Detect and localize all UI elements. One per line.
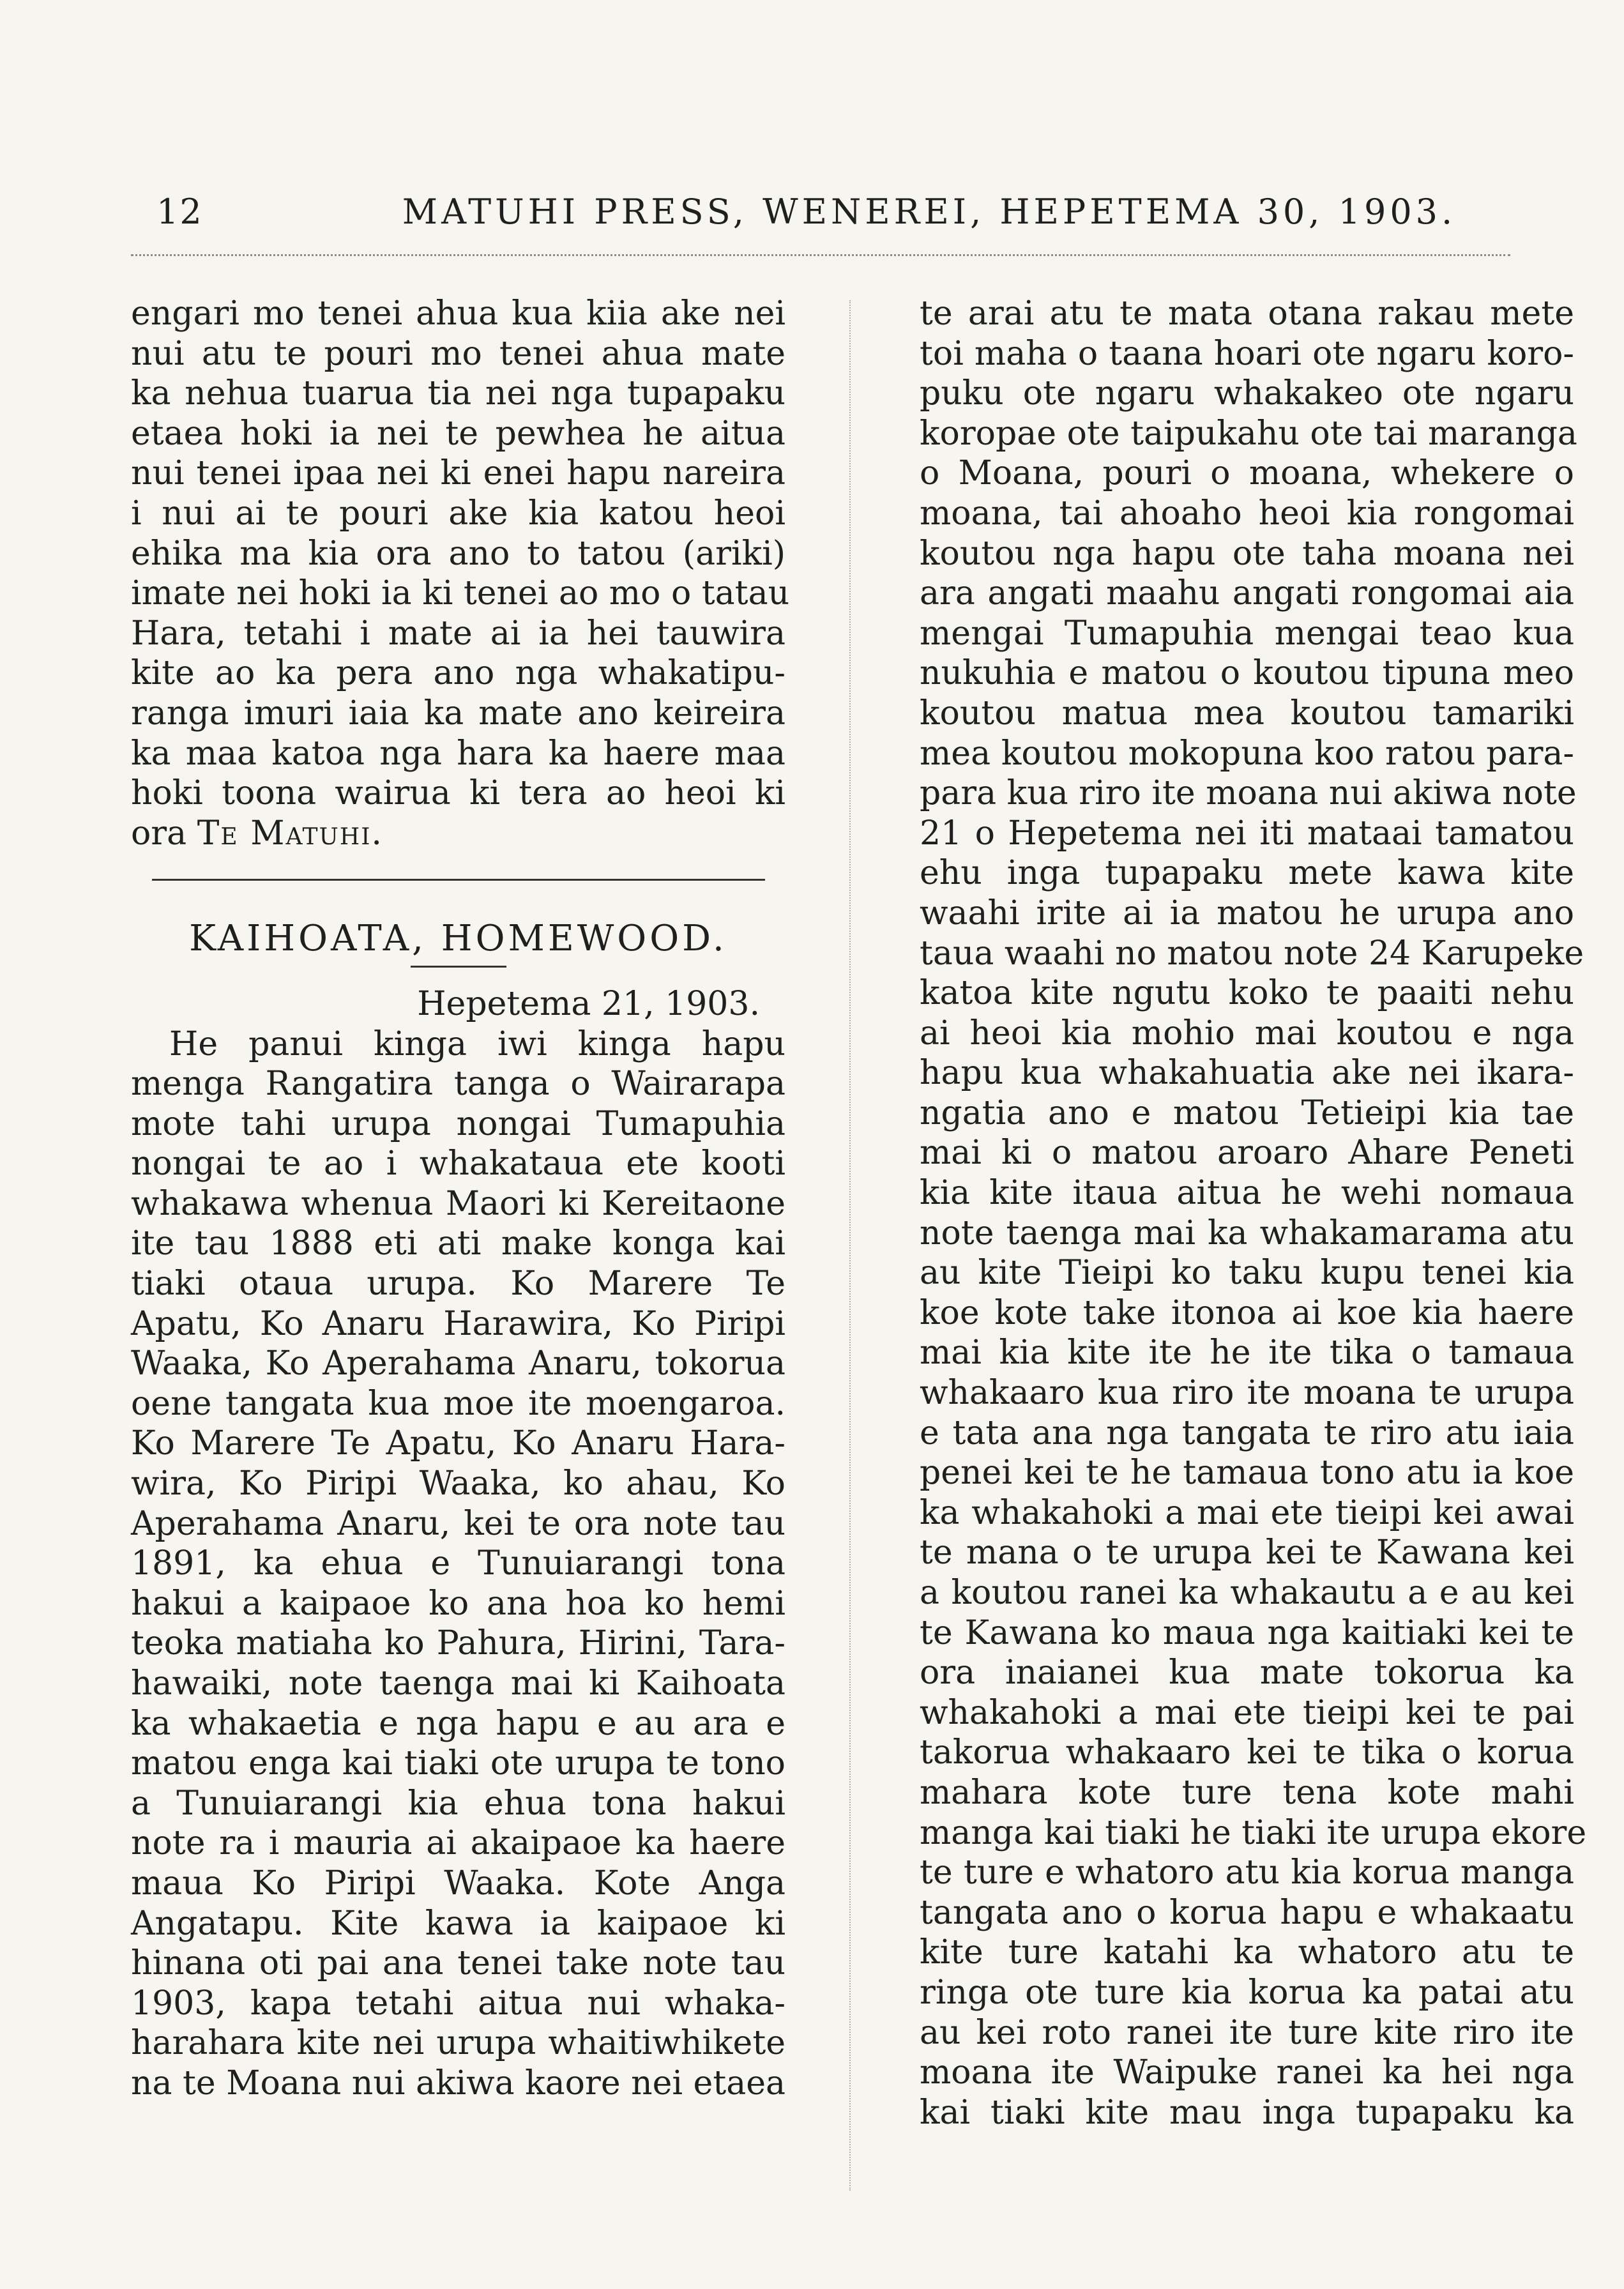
text-line: 21 o Hepetema nei iti mataai tamatou [920, 814, 1574, 853]
text-line: Ko Marere Te Apatu, Ko Anaru Hara- [131, 1424, 785, 1463]
text-line: mahara kote ture tena kote mahi [920, 1773, 1574, 1812]
signoff-name: Te Matuhi. [197, 814, 383, 853]
text-line: kite ture katahi ka whatoro atu te [920, 1933, 1574, 1972]
text-line: nukuhia e matou o koutou tipuna meo [920, 654, 1574, 693]
section-divider [152, 879, 765, 881]
text-line: wira, Ko Piripi Waaka, ko ahau, Ko [131, 1464, 785, 1503]
text-line: matou enga kai tiaki ote urupa te tono [131, 1744, 785, 1783]
text-line: moana ite Waipuke ranei ka hei nga [920, 2053, 1574, 2092]
text-line: ai heoi kia mohio mai koutou e nga [920, 1014, 1574, 1053]
text-line: katoa kite ngutu koko te paaiti nehu [920, 974, 1574, 1013]
text-line: toi maha o taana hoari ote ngaru koro- [920, 334, 1574, 373]
text-line: mote tahi urupa nongai Tumapuhia [131, 1104, 785, 1143]
text-line: note taenga mai ka whakamarama atu [920, 1213, 1574, 1252]
text-line: tangata ano o korua hapu e whakaatu [920, 1893, 1574, 1932]
left-paragraph-1 [131, 294, 790, 814]
text-line: koutou nga hapu ote taha moana nei [920, 534, 1574, 573]
text-line: takorua whakaaro kei te tika o korua [920, 1733, 1574, 1772]
text-line: moana, tai ahoaho heoi kia rongomai [920, 494, 1574, 533]
text-line: hawaiki, note taenga mai ki Kaihoata [131, 1664, 785, 1703]
text-line: whakahoki a mai ete tieipi kei te pai [920, 1693, 1574, 1732]
title-underline [411, 966, 506, 968]
text-line: te ture e whatoro atu kia korua manga [920, 1853, 1574, 1892]
text-line: hapu kua whakahuatia ake nei ikara- [920, 1054, 1574, 1093]
text-line: au kei roto ranei ite ture kite riro ite [920, 2013, 1574, 2052]
text-line: penei kei te he tamaua tono atu ia koe [920, 1454, 1574, 1493]
page-header [156, 192, 1523, 249]
text-line: hinana oti pai ana tenei take note tau [131, 1944, 785, 1983]
text-line: i nui ai te pouri ake kia katou heoi [131, 494, 785, 533]
text-line: waahi irite ai ia matou he urupa ano [920, 894, 1574, 932]
page-number: 12 [156, 192, 203, 232]
text-line: menga Rangatira tanga o Wairarapa [131, 1065, 785, 1104]
text-line: a koutou ranei ka whakautu a e au kei [920, 1574, 1574, 1612]
text-line: hakui a kaipaoe ko ana hoa ko hemi [131, 1584, 785, 1623]
dateline: Hepetema 21, 1903. [417, 984, 760, 1023]
text-line: ara angati maahu angati rongomai aia [920, 574, 1574, 613]
text-line: ngatia ano e matou Tetieipi kia tae [920, 1093, 1574, 1132]
text-line: mai kia kite ite he ite tika o tamaua [920, 1334, 1574, 1373]
text-line: te arai atu te mata otana rakau mete [920, 294, 1574, 333]
text-line: ringa ote ture kia korua ka patai atu [920, 1973, 1574, 2012]
text-line: ite tau 1888 eti ati make konga kai [131, 1224, 785, 1263]
right-column [920, 294, 1587, 2133]
text-line: etaea hoki ia nei te pewhea he aitua [131, 414, 785, 453]
text-line: mai ki o matou aroaro Ahare Peneti [920, 1134, 1574, 1173]
text-line: harahara kite nei urupa whaitiwhikete [131, 2024, 785, 2063]
text-line: ka whakahoki a mai ete tieipi kei awai [920, 1493, 1574, 1532]
text-line: He panui kinga iwi kinga hapu [169, 1024, 785, 1063]
text-line: tiaki otaua urupa. Ko Marere Te [131, 1265, 785, 1304]
column-divider [849, 300, 851, 2191]
text-line: imate nei hoki ia ki tenei ao mo o tatau [131, 574, 790, 613]
text-line: ehika ma kia ora ano to tatou (ariki) [131, 534, 785, 573]
text-line: note ra i mauria ai akaipaoe ka haere [131, 1824, 785, 1863]
text-line: ka whakaetia e nga hapu e au ara e [131, 1704, 785, 1743]
text-line: puku ote ngaru whakakeo ote ngaru [920, 374, 1574, 413]
text-line: te mana o te urupa kei te Kawana kei [920, 1533, 1574, 1572]
text-line: teoka matiaha ko Pahura, Hirini, Tara- [131, 1624, 785, 1663]
text-line: 1891, ka ehua e Tunuiarangi tona [131, 1544, 785, 1583]
text-line: koe kote take itonoa ai koe kia haere [920, 1293, 1574, 1332]
text-line: engari mo tenei ahua kua kiia ake nei [131, 294, 785, 333]
signoff-prefix: ora [131, 814, 197, 853]
text-line: taua waahi no matou note 24 Karupeke [920, 934, 1584, 973]
text-line: e tata ana nga tangata te riro atu iaia [920, 1413, 1574, 1452]
text-line: kai tiaki kite mau inga tupapaku ka [920, 2093, 1574, 2132]
signoff-line [131, 814, 785, 854]
text-line: te Kawana ko maua nga kaitiaki kei te [920, 1613, 1574, 1652]
text-line: mengai Tumapuhia mengai teao kua [920, 614, 1574, 653]
text-line: a Tunuiarangi kia ehua tona hakui [131, 1784, 785, 1823]
text-line: Hara, tetahi i mate ai ia hei tauwira [131, 614, 785, 653]
left-paragraph-2 [131, 1024, 785, 2104]
text-line: maua Ko Piripi Waaka. Kote Anga [131, 1864, 785, 1903]
text-line: o Moana, pouri o moana, whekere o [920, 454, 1574, 493]
text-line: Angatapu. Kite kawa ia kaipaoe ki [131, 1904, 785, 1943]
text-line: Aperahama Anaru, kei te ora note tau [131, 1504, 785, 1543]
text-line: para kua riro ite moana nui akiwa note [920, 774, 1577, 813]
text-line: whakawa whenua Maori ki Kereitaone [131, 1184, 785, 1223]
text-line: nongai te ao i whakataua ete kooti [131, 1144, 785, 1183]
text-line: ka maa katoa nga hara ka haere maa [131, 734, 785, 773]
text-line: whakaaro kua riro ite moana te urupa [920, 1374, 1574, 1413]
text-line: manga kai tiaki he tiaki ite urupa ekore [920, 1813, 1587, 1852]
text-line: mea koutou mokopuna koo ratou para- [920, 734, 1574, 773]
left-column [131, 294, 790, 2104]
text-line: hoki toona wairua ki tera ao heoi ki [131, 774, 785, 813]
text-line: au kite Tieipi ko taku kupu tenei kia [920, 1254, 1574, 1293]
text-line: ehu inga tupapaku mete kawa kite [920, 854, 1574, 893]
text-line: ora inaianei kua mate tokorua ka [920, 1654, 1574, 1692]
text-line: koropae ote taipukahu ote tai maranga [920, 414, 1577, 453]
text-line: kite ao ka pera ano nga whakatipu- [131, 654, 785, 693]
text-line: ranga imuri iaia ka mate ano keireira [131, 694, 785, 733]
text-line: Apatu, Ko Anaru Harawira, Ko Piripi [131, 1304, 785, 1343]
text-line: 1903, kapa tetahi aitua nui whaka- [131, 1984, 785, 2023]
right-paragraph [920, 294, 1587, 2133]
header-rule [131, 254, 1510, 256]
text-line: nui atu te pouri mo tenei ahua mate [131, 334, 785, 373]
running-title: MATUHI PRESS, WENEREI, HEPETEMA 30, 1903. [402, 192, 1457, 232]
text-line: oene tangata kua moe ite moengaroa. [131, 1384, 785, 1423]
text-line: ka nehua tuarua tia nei nga tupapaku [131, 374, 785, 413]
text-line: kia kite itaua aitua he wehi nomaua [920, 1174, 1574, 1213]
text-line: nui tenei ipaa nei ki enei hapu nareira [131, 454, 785, 493]
text-line: na te Moana nui akiwa kaore nei etaea [131, 2064, 785, 2103]
text-line: Waaka, Ko Aperahama Anaru, tokorua [131, 1344, 785, 1383]
text-line: koutou matua mea koutou tamariki [920, 694, 1574, 733]
section-title: KAIHOATA, HOMEWOOD. [189, 918, 727, 960]
